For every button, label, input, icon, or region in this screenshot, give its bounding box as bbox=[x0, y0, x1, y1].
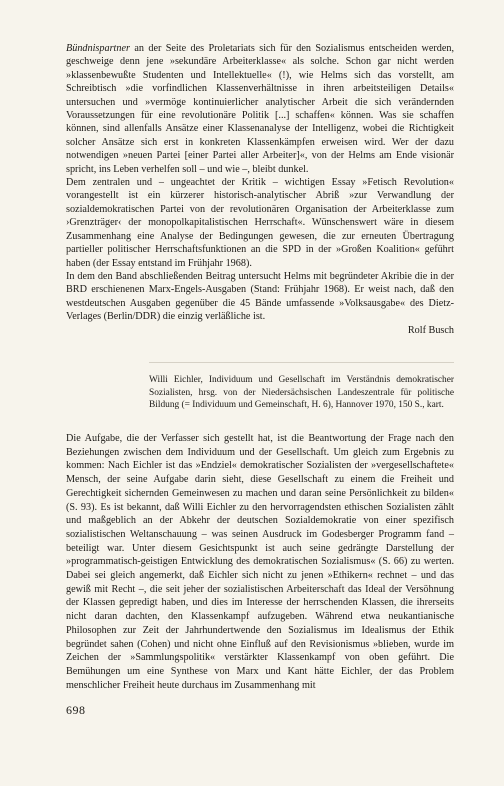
paragraph-1 bbox=[66, 42, 454, 176]
paragraph-2: Dem zentralen und – ungeachtet der Kritik – wichtigen Essay »Fetisch Revolution« vorangestellt ist ein kürzerer historisch-analytischer Abriß »zur Verwandlung der sozialdemokratischen Partei von der revolutionären Organisation der Arbeiterklasse zum ›Grenzträger‹ der monopolkapitalistischen Herrschaft«. Wünschenswert wäre in diesem Zusammenhang eine Analyse der Bedingungen gewesen, die zur erneuten Übertragung partieller politischer Herrschaftsfunktionen an die SPD in der »Großen Koalition« geführt haben (der Essay entstand im Frühjahr 1968). bbox=[66, 177, 454, 269]
article-end bbox=[66, 42, 454, 337]
book-citation: Willi Eichler, Individuum und Gesellschaft im Verständnis demokratischer Sozialisten, hrsg. von der Niedersächsischen Landeszentrale für politische Bildung (= Individuum und Gemeinschaft, H. 6), Hannover 1970, 150 S., kart. bbox=[149, 375, 454, 411]
section-divider bbox=[149, 362, 454, 363]
author-signature: Rolf Busch bbox=[407, 324, 454, 336]
review-text: Die Aufgabe, die der Verfasser sich gestellt hat, ist die Beantwortung der Frage nach den Beziehungen zwischen dem Individuum und der Gesellschaft. Um gleich zum Ergebnis zu kommen: Nach Eichler ist das »Endziel« demokratischer Sozialisten der »vergesellschaftete« Mensch, der seine Aufgabe darin sieht, diese Gesellschaft zu einem die Freiheit und Gerechtigkeit sichernden Gemeinwesen zu machen und daran seine Persönlichkeit zu bilden« (S. 93). Es ist bekannt, daß Willi Eichler zu den hervorragendsten ethischen Sozialisten zählt und maßgeblich an der Abkehr der deutschen Sozialdemokratie von einer spezifisch sozialistischen Weltanschauung – was seinen Ausdruck im Godesberger Programm fand – beteiligt war. Unter diesem Gesichtspunkt ist auch seine gedrängte Darstellung der »programmatisch-geistigen Entwicklung des demokratischen Sozialismus« (S. 66) zu werten. Dabei sei gleich angemerkt, daß Eichler sich nicht zu jenen »Ethikern« rechnet – und das gewiß mit Recht –, die seit jeher der sozialistischen Arbeiterschaft das Ideal der Versöhnung der Klassen gepredigt haben, und dies im Interesse der herrschenden Klassen, die ihrerseits nicht daran dachten, den Klassenkampf aufzugeben. Während etwa neukantianische Philosophen zur Zeit der Jahrhundertwende den Sozialismus im Idealismus der Ethik begründet sahen (Cohen) und nicht ohne Einfluß auf den Revisionismus »blieben, wurde im Zeichen der »Sammlungspolitik« verstärkter Klassenkampf von oben geführt. Die Bemühungen um eine Synthese von Marx und Kant hätte Eichler, der das Problem menschlicher Freiheit heute durchaus im Zusammenhang mit bbox=[66, 433, 454, 691]
lead-italic: Bündnispartner bbox=[66, 43, 130, 54]
page-number: 698 bbox=[66, 703, 86, 717]
paragraph-1-text: an der Seite des Proletariats sich für den Sozialismus entscheiden werden, geschweige denn jene »sekundäre Arbeiterklasse« als solche. Schon gar nicht werden »klassenbewußte Studenten und Intellektuelle« (!), wie Helms sich das vorstellt, am Schreibtisch »die vorfindlichen Klassenverhältnisse in ihren arbeitsteiligen Details« untersuchen und »vermöge kontinuierlicher analytischer Arbeit die sich verändernden Voraussetzungen für eine revolutionäre Politik [...] schaffen« können. Was sie schaffen können, sind allenfalls Ansätze einer Klassenanalyse der Intelligenz, wobei die Richtigkeit solcher Ansätze sich erst in konkreten Klassenkämpfen erweisen wird. Wer der dazu notwendigen »neuen Partei [einer Partei aller Arbeiter]«, von der Helms am Ende visionär spricht, ins Leben verhelfen soll – und wie –, bleibt dunkel. bbox=[66, 43, 454, 175]
paragraph-3: In dem den Band abschließenden Beitrag untersucht Helms mit begründeter Akribie die in der BRD erschienenen Marx-Engels-Ausgaben (Stand: Frühjahr 1968). Er weist nach, daß den westdeutschen Ausgaben gegenüber die 45 Bände umfassende »Volksausgabe« des Dietz-Verlages (Berlin/DDR) die einzig verläßliche ist. bbox=[66, 270, 454, 323]
